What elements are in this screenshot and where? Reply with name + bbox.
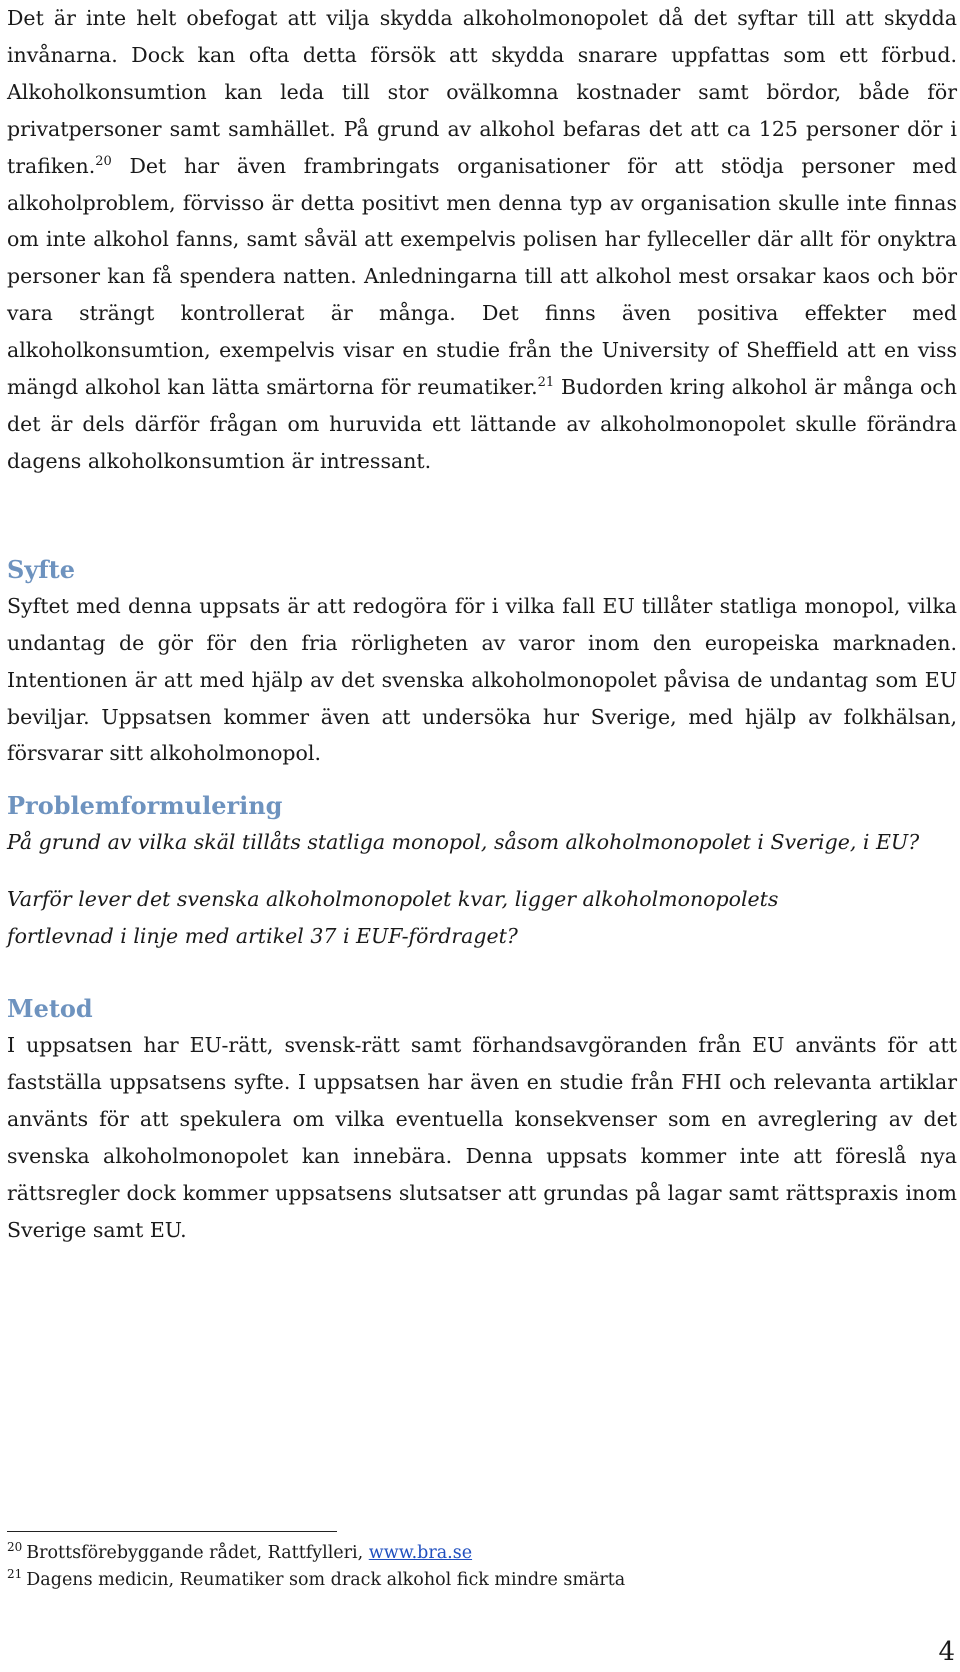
spacer — [7, 772, 957, 788]
footnote-link[interactable]: www.bra.se — [368, 1543, 473, 1563]
question-2: Varför lever det svenska alkoholmonopolet kvar, ligger alkoholmonopolets fortlevnad i linje med artikel 37 i EUF-fördraget? — [7, 887, 779, 949]
footnote-21 — [7, 1567, 907, 1594]
footnote-number: 20 — [7, 1540, 23, 1555]
spacer — [7, 955, 957, 991]
intro-paragraph — [7, 0, 957, 480]
question-1: På grund av vilka skäl tillåts statliga monopol, såsom alkoholmonopolet i Sverige, i EU? — [7, 830, 920, 855]
footnote-text: Dagens medicin, Reumatiker som drack alkohol fick mindre smärta — [26, 1570, 626, 1590]
footnote-ref-21[interactable]: 21 — [537, 375, 555, 391]
heading-syfte: Syfte — [7, 554, 75, 584]
intro-text-1: Det är inte helt obefogat att vilja skydda alkoholmonopolet då det syftar till att skydda invånarna. Dock kan ofta detta försök att skydda snarare uppfattas som ett förbud. Alkoholkonsumtion kan leda till stor ovälkomna kostnader samt bördor, både för privatpersoner samt samhället. På grund av alkohol befaras det att ca 125 personer dör i trafiken. — [7, 6, 957, 178]
intro-text-3: Budorden kring alkohol är många och det är dels därför frågan om huruvida ett lättande av alkoholmonopolet skulle förändra dagens alkoholkonsumtion är intressant. — [7, 375, 957, 473]
footnote-text: Brottsförebyggande rådet, Rattfylleri, — [26, 1543, 369, 1563]
footnote-separator — [7, 1531, 337, 1532]
syfte-paragraph: Syftet med denna uppsats är att redogöra för i vilka fall EU tillåter statliga monopol, vilka undantag de gör för den fria rörligheten av varor inom den europeiska marknaden. Intentionen är att med hjälp av det svenska alkoholmonopolet påvisa de undantag som EU beviljar. Uppsatsen kommer även att undersöka hur Sverige, med hjälp av folkhälsan, försvarar sitt alkoholmonopol. — [7, 593, 957, 766]
intro-text-2: Det har även frambringats organisationer för att stödja personer med alkoholproblem, förvisso är detta positivt men denna typ av organisation skulle inte finnas om inte alkohol fanns, samt såväl att exempelvis polisen har fylleceller där allt för onyktra personer kan få spendera natten. Anledningarna till att alkohol mest orsakar kaos och bör vara strängt kontrollerat är många. Det finns även positiva effekter med alkoholkonsumtion, exempelvis visar en studie från the University of Sheffield att en viss mängd alkohol kan lätta smärtorna för reumatiker. — [7, 153, 957, 400]
footnotes — [7, 1540, 907, 1594]
heading-metod: Metod — [7, 994, 93, 1024]
heading-problemformulering: Problemformulering — [7, 791, 283, 821]
footnote-20 — [7, 1540, 907, 1567]
footnote-ref-20[interactable]: 20 — [95, 153, 112, 169]
page-number: 4 — [938, 1637, 955, 1667]
body-content — [7, 0, 957, 1248]
metod-paragraph: I uppsatsen har EU-rätt, svensk-rätt samt förhandsavgöranden från EU använts för att fastställa uppsatsens syfte. I uppsatsen har även en studie från FHI och relevanta artiklar använts för att spekulera om vilka eventuella konsekvenser som en avreglering av det svenska alkoholmonopolet kan innebära. Denna uppsats kommer inte att föreslå nya rättsregler dock kommer uppsatsens slutsatser att grundas på lagar samt rättspraxis inom Sverige samt EU. — [7, 1033, 957, 1242]
spacer — [7, 480, 957, 552]
spacer — [7, 861, 957, 881]
footnote-number: 21 — [7, 1567, 23, 1582]
